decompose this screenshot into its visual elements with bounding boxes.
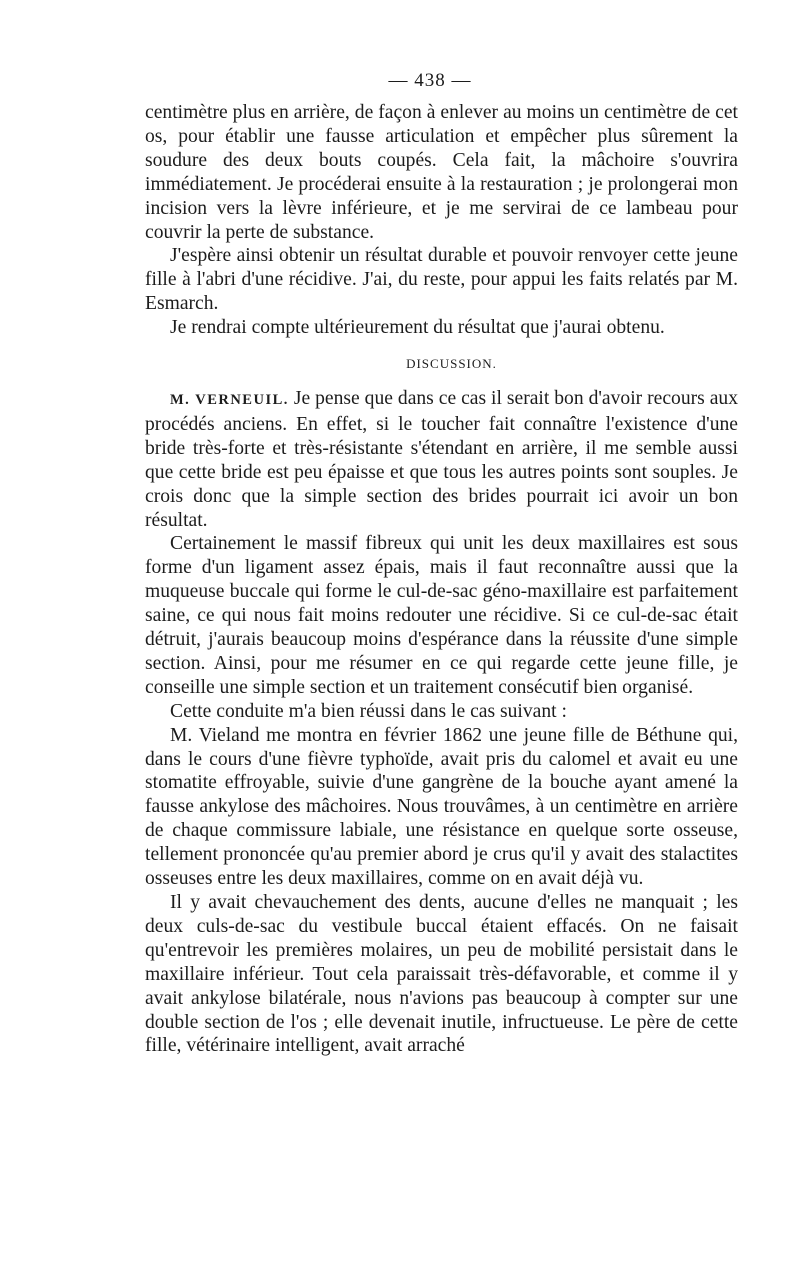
speaker-text: Je pense que dans ce cas il serait bon d'avoir recours aux procédés anciens. En effet, si le toucher fait connaître l'existence d'une bride très-forte et très-résistante s'étendant en arrière, il me semble aussi que cette bride est peu épaisse et que tous les autres points sont souples. Je crois donc que la simple section des brides pourrait ici avoir un bon résultat. (145, 387, 739, 531)
paragraph: Certainement le massif fibreux qui unit les deux maxillaires est sous forme d'un ligament assez épais, mais il faut reconnaître aussi que la muqueuse buccale qui forme le cul-de-sac géno-maxillaire est parfaitement saine, ce qui nous fait moins redouter une récidive. Si ce cul-de-sac était détruit, j'aurais beaucoup moins d'espérance dans la réussite d'une simple section. Ainsi, pour me résumer en ce qui regarde cette jeune fille, je conseille une simple section et un traitement consécutif bien organisé. (145, 533, 738, 698)
speaker-name: M. VERNEUIL. (170, 391, 289, 408)
paragraph: J'espère ainsi obtenir un résultat durable et pouvoir renvoyer cette jeune fille à l'abri d'une récidive. J'ai, du reste, pour appui les faits relatés par M. Esmarch. (145, 245, 738, 315)
speaker-paragraph (145, 387, 738, 532)
page-number: — 438 — (388, 70, 472, 91)
paragraph: Il y avait chevauchement des dents, aucune d'elles ne manquait ; les deux culs-de-sac du vestibule buccal étaient effacés. On ne faisait qu'entrevoir les premières molaires, un peu de mobilité persistait dans le maxillaire inférieur. Tout cela paraissait très-défavorable, et comme il y avait ankylose bilatérale, nous n'avions pas beaucoup à compter sur une double section de l'os ; elle devenait inutile, infructueuse. Le père de cette fille, vétérinaire intelligent, avait arraché (145, 892, 738, 1057)
paragraph: M. Vieland me montra en février 1862 une jeune fille de Béthune qui, dans le cours d'une fièvre typhoïde, avait pris du calomel et avait eu une stomatite effroyable, suivie d'une gangrène de la bouche ayant amené la fausse ankylose des mâchoires. Nous trouvâmes, à un centimètre en arrière de chaque commissure labiale, une résistance en quelque sorte osseuse, tellement prononcée qu'au premier abord je crus qu'il y avait des stalactites osseuses entre les deux maxillaires, comme on en avait déjà vu. (145, 724, 738, 890)
paragraph: Je rendrai compte ultérieurement du résultat que j'aurai obtenu. (170, 317, 665, 339)
paragraph-continuation: centimètre plus en arrière, de façon à enlever au moins un centimètre de cet os, pour établir une fausse articulation et empêcher plus sûrement la soudure des deux bouts coupés. Cela fait, la mâchoire s'ouvrira immédiatement. Je procéderai ensuite à la restauration ; je prolongerai mon incision vers la lèvre inférieure, et je me servirai de ce lambeau pour couvrir la perte de substance. (145, 102, 738, 243)
page-body (145, 101, 738, 1058)
paragraph: Cette conduite m'a bien réussi dans le cas suivant : (170, 700, 567, 722)
section-heading: DISCUSSION. (406, 356, 497, 372)
